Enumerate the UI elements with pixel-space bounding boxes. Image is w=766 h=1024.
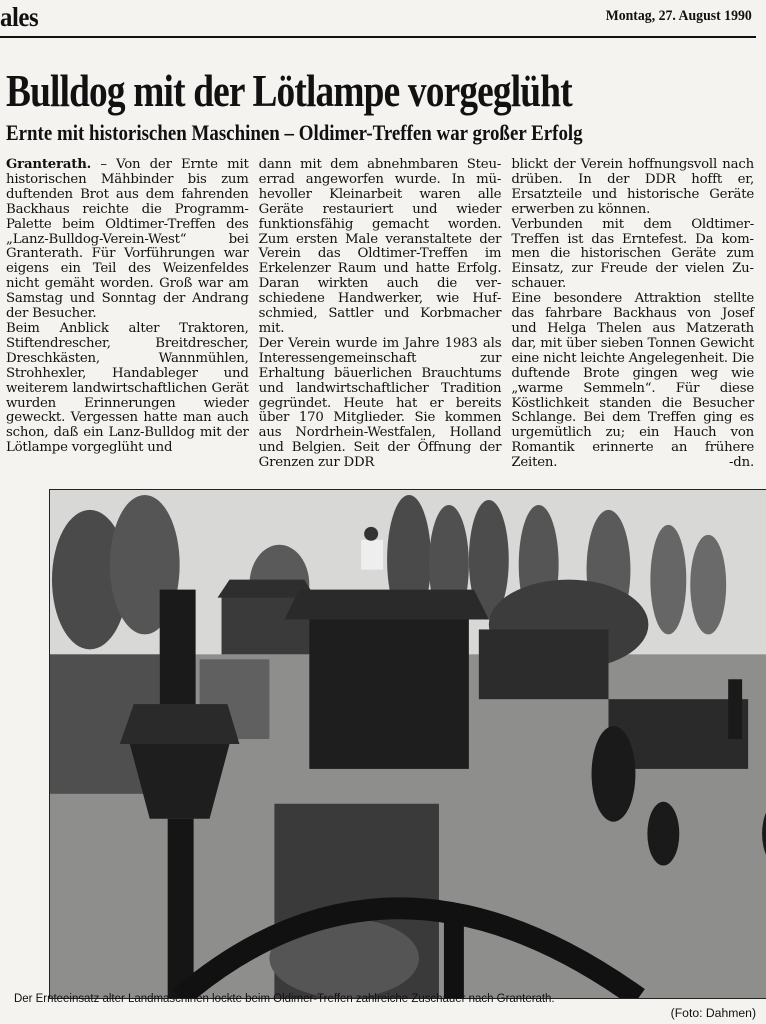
paragraph: Verbunden mit dem Oldtimer-Treffen ist das Erntefest. Da kommen die historischen Geräte zum Einsatz, zur Freude der vielen Zuschauer. [511,216,755,292]
article-subheadline: Ernte mit historischen Maschinen – Oldimer-Treffen war großer Erfolg [6,120,583,145]
article-column-1 [6,158,249,458]
section-name: ales [0,2,39,32]
article-column-3 [511,157,755,471]
photo-caption: Der Ernteeinsatz alter Landmaschinen lockte beim Oldimer-Treffen zahlreiche Zuschauer nach Granterath. [14,991,555,1005]
paragraph: blickt der Verein hoffnungsvoll nach drüben. In der DDR hofft er, Ersatzteile und historische Geräte erwerben zu können. [511,157,755,217]
paragraph: Der Verein wurde im Jahre 1983 als Interessengemeinschaft zur Erhaltung bäuerlichen Brauchtums und landwirtschaftlicher Tradition gegründet. Heute hat er bereits über 170 Mitglieder. Sie kommen aus Nordrhein-Westfalen, Holland und Belgien. Seit der Öffnung der Grenzen zur DDR [258,335,502,471]
article-photo [49,489,766,999]
paragraph: Beim Anblick alter Traktoren, Stiftendrescher, Breitdrescher, Dreschkästen, Wannmühlen, Strohhexler, Handableger und weiterem landwirtschaftlichen Gerät wurden Erinnerungen wieder geweckt. Vergessen hatte man auch schon, daß ein Lanz-Bulldog mit der Lötlampe vorgeglüht und [6,320,249,456]
article-body [6,157,755,471]
article-column-2 [258,157,502,471]
harvest-scene-image [50,490,766,998]
paragraph: Granterath. – Von der Ernte mit historischen Mähbinder bis zum duftenden Brot aus dem fahrenden Backhaus reichte die Programm-Palette beim Oldtimer-Treffen des „Lanz-Bulldog-Verein-West“ bei Granterath. Für Vorführungen war eigens ein Teil des Weizenfeldes nicht gemäht worden. Groß war am Samstag und Sonntag der Andrang der Besucher. [6,157,249,322]
page-masthead [0,0,756,38]
photo-credit: (Foto: Dahmen) [670,1006,756,1020]
paragraph: Eine besondere Attraktion stellte das fahrbare Backhaus von Josef und Helga Thelen aus Matzerath dar, mit über sieben Tonnen Gewicht eine nicht leichte Angelegenheit. Die duftende Brote gingen weg wie „warme Semmeln“. Für diese Köstlichkeit standen die Besucher Schlange. Bei dem Treffen ging es urgemütlich zu; ein Hauch von Romantik erinnerte an frühere Zeiten. -dn. [511,291,755,471]
issue-date: Montag, 27. August 1990 [605,8,752,24]
article-headline: Bulldog mit der Lötlampe vorgeglüht [6,66,572,116]
paragraph: dann mit dem abnehmbaren Steuerrad angeworfen wurde. In mühevoller Kleinarbeit waren alle Geräte restauriert und wieder funktionsfähig gemacht worden. Zum ersten Male veranstaltete der Verein das Oldtimer-Treffen im Erkelenzer Raum und hatte Erfolg. Daran wirkten auch die verschiedene Handwerker, wie Hufschmied, Sattler und Korbmacher mit. [258,157,502,336]
author-signoff: -dn. [729,455,755,471]
dateline: Granterath. [6,157,92,172]
